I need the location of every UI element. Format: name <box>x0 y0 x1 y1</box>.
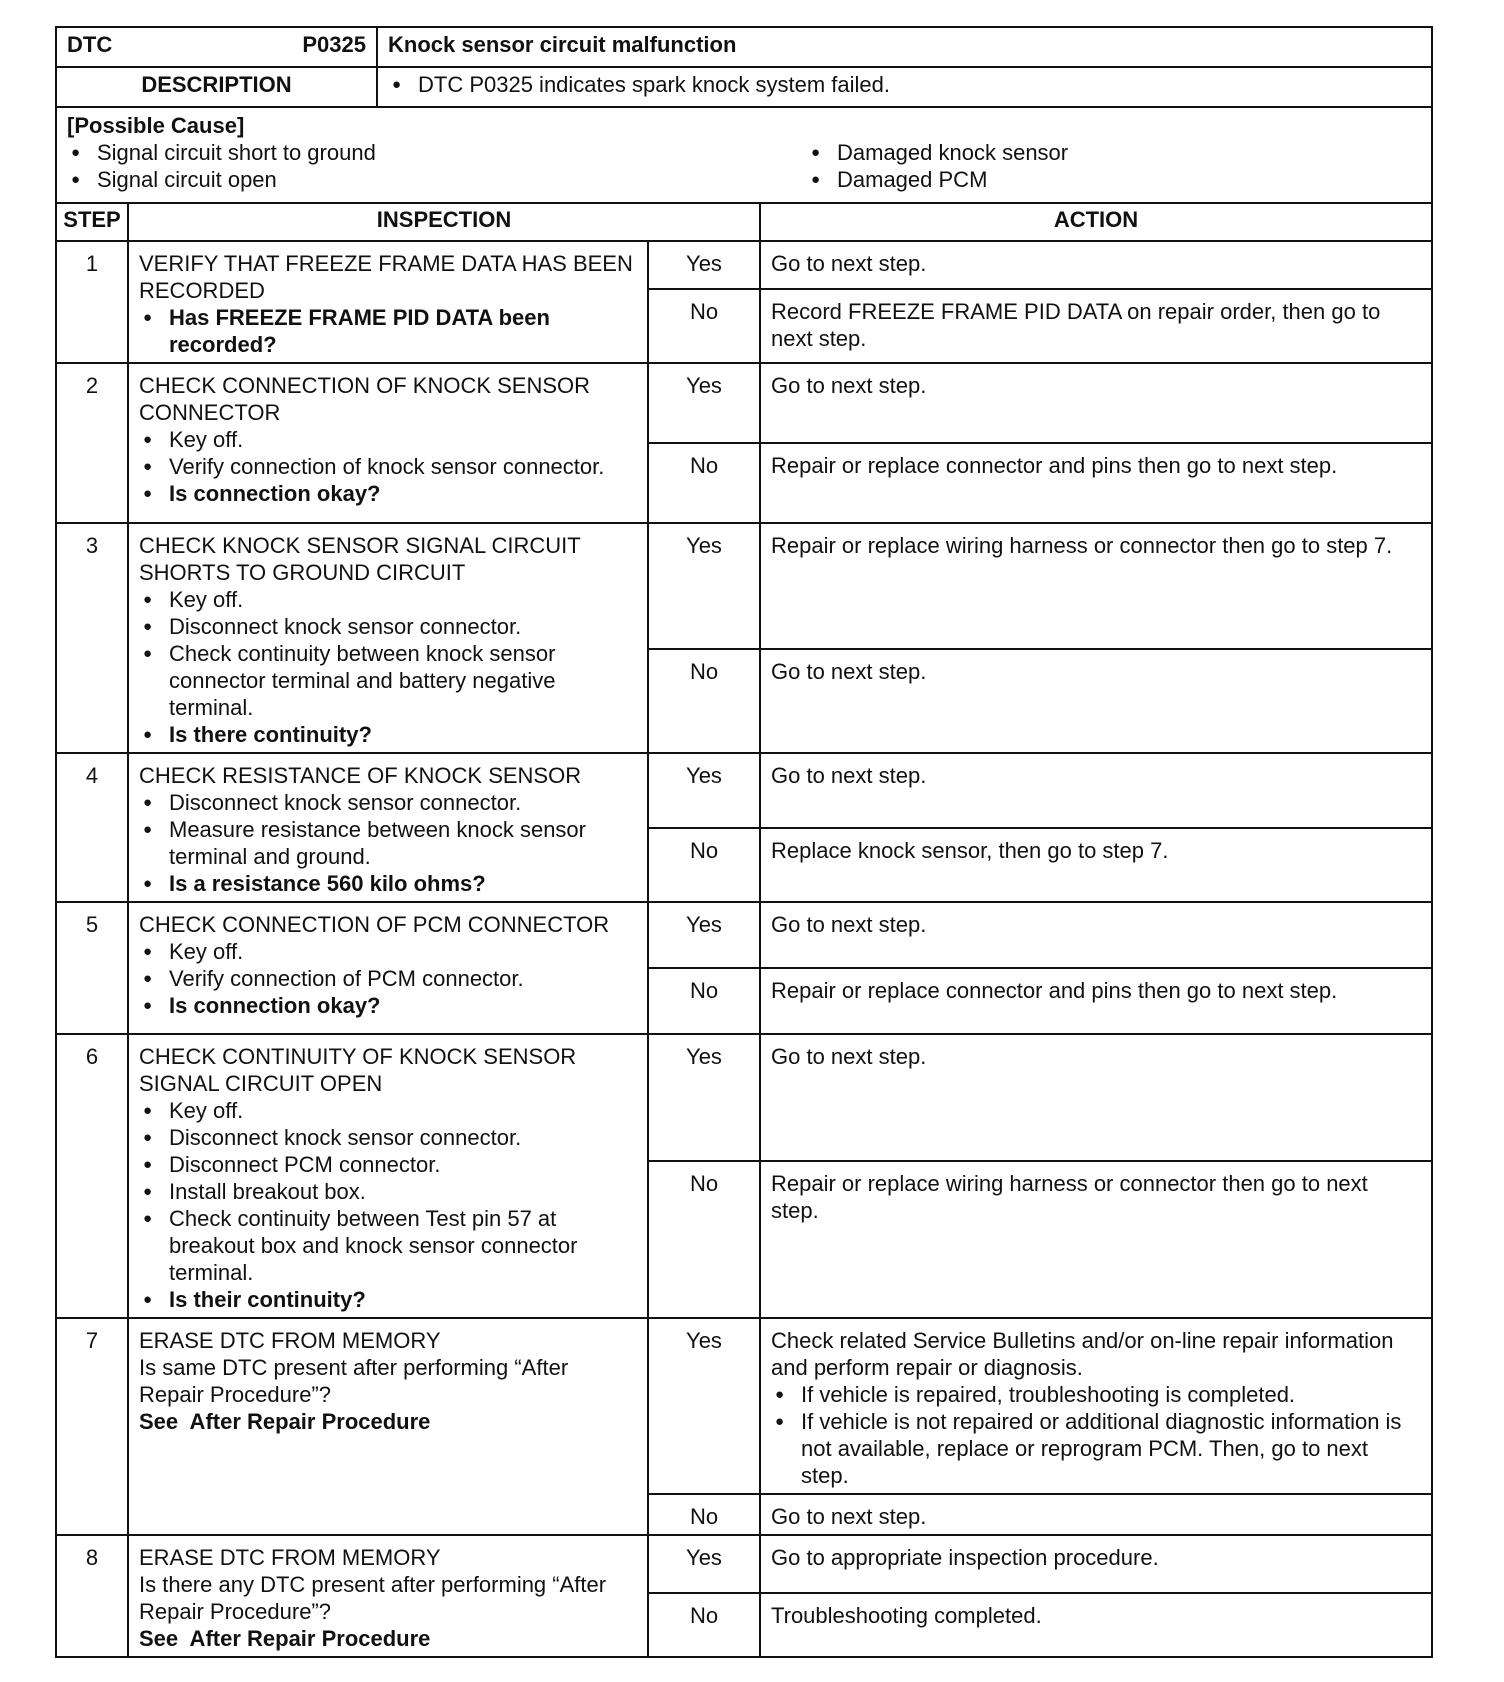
yes-action: Check related Service Bulletins and/or on-line repair information and perform repair or diagnosis. <box>771 1328 1394 1380</box>
yes-label: Yes <box>648 363 760 443</box>
possible-cause-title: [Possible Cause] <box>67 113 245 138</box>
step-number: 7 <box>56 1318 128 1535</box>
inspection-item: ● Key off. <box>139 586 637 613</box>
dtc-code: P0325 <box>302 32 366 57</box>
cause-item: ● Signal circuit short to ground <box>67 139 744 166</box>
cause-item: ● Damaged PCM <box>807 166 1421 193</box>
yes-action: Go to next step. <box>760 241 1432 289</box>
inspection-title: VERIFY THAT FREEZE FRAME DATA HAS BEEN RECORDED <box>139 251 633 303</box>
dtc-title: Knock sensor circuit malfunction <box>377 27 1432 67</box>
action-item: ● If vehicle is not repaired or additional diagnostic information is not available, replace or reprogram PCM. Then, go to next step. <box>771 1408 1421 1489</box>
inspection-question: ● Has FREEZE FRAME PID DATA been recorded? <box>139 304 637 358</box>
yes-action: Repair or replace wiring harness or connector then go to step 7. <box>760 523 1432 649</box>
inspection-item: ● Key off. <box>139 938 637 965</box>
inspection-question: ● Is their continuity? <box>139 1286 637 1313</box>
step-number: 5 <box>56 902 128 1034</box>
inspection-title: ERASE DTC FROM MEMORY <box>139 1545 441 1570</box>
inspection-item: ● Install breakout box. <box>139 1178 637 1205</box>
yes-label: Yes <box>648 523 760 649</box>
inspection-title: CHECK RESISTANCE OF KNOCK SENSOR <box>139 763 582 788</box>
inspection-cell <box>128 753 648 902</box>
inspection-body: Is same DTC present after performing “After Repair Procedure”? <box>139 1355 569 1407</box>
no-label: No <box>648 1161 760 1318</box>
inspection-item: ● Key off. <box>139 1097 637 1124</box>
inspection-item: ● Verify connection of PCM connector. <box>139 965 637 992</box>
no-label: No <box>648 289 760 363</box>
description-cell <box>377 67 1432 107</box>
no-action: Go to next step. <box>760 649 1432 753</box>
step-number: 6 <box>56 1034 128 1318</box>
yes-action: Go to next step. <box>760 363 1432 443</box>
possible-cause-section <box>56 107 1432 203</box>
yes-action: Go to next step. <box>760 1034 1432 1161</box>
possible-cause-left <box>67 139 744 193</box>
inspection-item: ● Check continuity between Test pin 57 at breakout box and knock sensor connector terminal. <box>139 1205 637 1286</box>
col-step: STEP <box>56 203 128 241</box>
inspection-title: CHECK CONTINUITY OF KNOCK SENSOR SIGNAL CIRCUIT OPEN <box>139 1044 577 1096</box>
yes-action: Go to next step. <box>760 753 1432 828</box>
inspection-title: CHECK CONNECTION OF PCM CONNECTOR <box>139 912 610 937</box>
col-action: ACTION <box>760 203 1432 241</box>
no-label: No <box>648 443 760 523</box>
inspection-item: ● Disconnect knock sensor connector. <box>139 789 637 816</box>
description-text: ● DTC P0325 indicates spark knock system failed. <box>388 71 1421 98</box>
no-action: Troubleshooting completed. <box>760 1593 1432 1657</box>
inspection-cell <box>128 902 648 1034</box>
yes-label: Yes <box>648 1535 760 1593</box>
col-inspection: INSPECTION <box>128 203 760 241</box>
yes-label: Yes <box>648 1318 760 1494</box>
step-number: 8 <box>56 1535 128 1657</box>
dtc-document <box>55 26 1433 1658</box>
yes-action: Go to next step. <box>760 902 1432 968</box>
action-item: ● If vehicle is repaired, troubleshooting is completed. <box>771 1381 1421 1408</box>
cause-item: ● Damaged knock sensor <box>807 139 1421 166</box>
step-number: 4 <box>56 753 128 902</box>
inspection-item: ● Verify connection of knock sensor connector. <box>139 453 637 480</box>
inspection-cell <box>128 1034 648 1318</box>
yes-label: Yes <box>648 902 760 968</box>
inspection-item: ● Disconnect knock sensor connector. <box>139 613 637 640</box>
yes-action-cell <box>760 1318 1432 1494</box>
dtc-code-cell <box>56 27 377 67</box>
step-number: 2 <box>56 363 128 523</box>
no-label: No <box>648 1494 760 1535</box>
cause-item: ● Signal circuit open <box>67 166 744 193</box>
yes-label: Yes <box>648 241 760 289</box>
inspection-item: ● Disconnect PCM connector. <box>139 1151 637 1178</box>
no-label: No <box>648 649 760 753</box>
no-action: Record FREEZE FRAME PID DATA on repair order, then go to next step. <box>760 289 1432 363</box>
inspection-question: ● Is there continuity? <box>139 721 637 748</box>
inspection-title: ERASE DTC FROM MEMORY <box>139 1328 441 1353</box>
steps-table <box>55 202 1433 1658</box>
inspection-question: ● Is connection okay? <box>139 480 637 507</box>
no-label: No <box>648 968 760 1034</box>
inspection-title: CHECK CONNECTION OF KNOCK SENSOR CONNECTOR <box>139 373 591 425</box>
inspection-item: ● Disconnect knock sensor connector. <box>139 1124 637 1151</box>
yes-action: Go to appropriate inspection procedure. <box>760 1535 1432 1593</box>
yes-label: Yes <box>648 1034 760 1161</box>
dtc-header-table <box>55 26 1433 204</box>
inspection-item: ● Key off. <box>139 426 637 453</box>
no-action: Repair or replace connector and pins then go to next step. <box>760 443 1432 523</box>
inspection-title: CHECK KNOCK SENSOR SIGNAL CIRCUIT SHORTS TO GROUND CIRCUIT <box>139 533 581 585</box>
inspection-cell <box>128 1318 648 1535</box>
no-label: No <box>648 828 760 903</box>
inspection-item: ● Check continuity between knock sensor connector terminal and battery negative terminal. <box>139 640 637 721</box>
no-label: No <box>648 1593 760 1657</box>
possible-cause-right <box>744 112 1421 193</box>
inspection-item: ● Measure resistance between knock sensor terminal and ground. <box>139 816 637 870</box>
dtc-label: DTC <box>67 32 113 57</box>
inspection-cell <box>128 363 648 523</box>
description-label: DESCRIPTION <box>56 67 377 107</box>
inspection-body: Is there any DTC present after performing “After Repair Procedure”? <box>139 1572 607 1624</box>
step-number: 1 <box>56 241 128 363</box>
see-reference: See After Repair Procedure <box>139 1409 431 1434</box>
no-action: Replace knock sensor, then go to step 7. <box>760 828 1432 903</box>
inspection-cell <box>128 1535 648 1657</box>
inspection-question: ● Is a resistance 560 kilo ohms? <box>139 870 637 897</box>
step-number: 3 <box>56 523 128 753</box>
no-action: Repair or replace wiring harness or connector then go to next step. <box>760 1161 1432 1318</box>
see-reference: See After Repair Procedure <box>139 1626 431 1651</box>
yes-label: Yes <box>648 753 760 828</box>
no-action: Repair or replace connector and pins then go to next step. <box>760 968 1432 1034</box>
inspection-question: ● Is connection okay? <box>139 992 637 1019</box>
inspection-cell <box>128 241 648 363</box>
inspection-cell <box>128 523 648 753</box>
no-action: Go to next step. <box>760 1494 1432 1535</box>
